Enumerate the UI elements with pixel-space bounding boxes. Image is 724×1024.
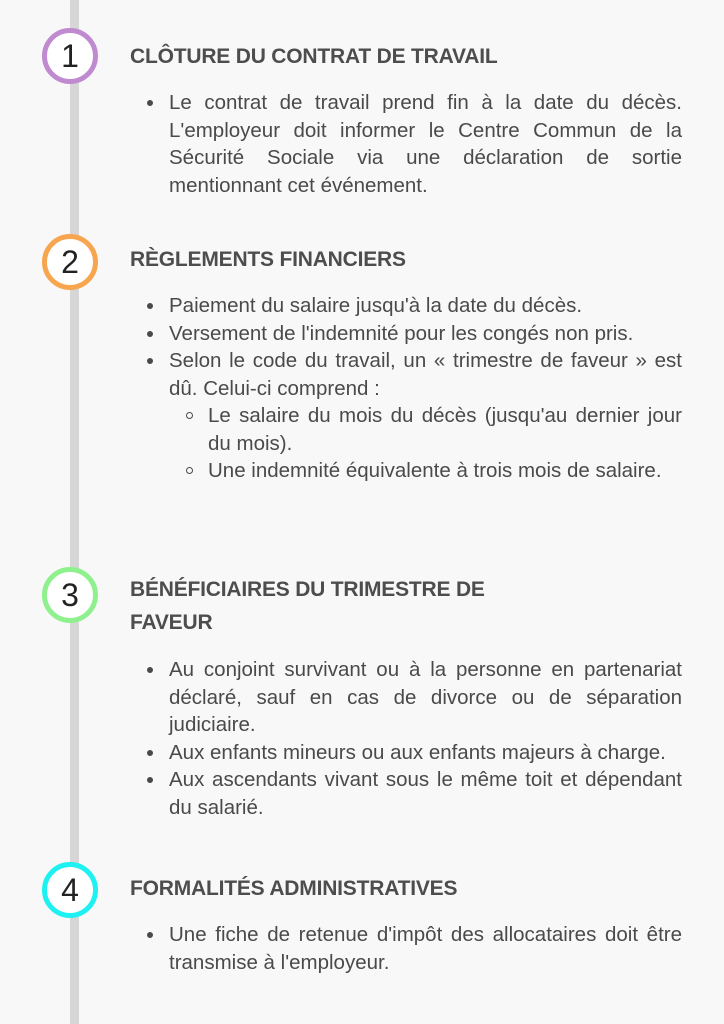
section-2-title: RÈGLEMENTS FINANCIERS — [130, 248, 406, 271]
step-2-number: 2 — [61, 243, 79, 280]
list-item: Versement de l'indemnité pour les congés non pris. — [130, 320, 682, 348]
section-3-title-line-1: BÉNÉFICIAIRES DU TRIMESTRE DE — [130, 578, 485, 601]
step-1-number: 1 — [61, 37, 79, 74]
list-item: Aux enfants mineurs ou aux enfants majeurs à charge. — [130, 739, 682, 767]
step-3-number: 3 — [61, 576, 79, 613]
section-1-bullets — [130, 89, 682, 199]
section-1-title: CLÔTURE DU CONTRAT DE TRAVAIL — [130, 45, 498, 68]
section-3-bullets — [130, 656, 682, 821]
step-1-badge — [42, 28, 98, 84]
step-4-number: 4 — [61, 871, 79, 908]
section-contract-closure — [130, 40, 682, 199]
sub-list-item: Une indemnité équivalente à trois mois de salaire. — [169, 457, 682, 485]
list-item: Au conjoint survivant ou à la personne en partenariat déclaré, sauf en cas de divorce ou de séparation judiciaire. — [130, 656, 682, 739]
section-4-bullets — [130, 921, 682, 976]
section-2-sub-bullets — [169, 402, 682, 485]
list-item: Le contrat de travail prend fin à la date du décès. L'employeur doit informer le Centre Commun de la Sécurité Sociale via une déclaration de sortie mentionnant cet événement. — [130, 89, 682, 199]
section-3-title-line-2: FAVEUR — [130, 611, 213, 634]
step-4-badge — [42, 862, 98, 918]
section-4-title: FORMALITÉS ADMINISTRATIVES — [130, 877, 458, 900]
list-item: Une fiche de retenue d'impôt des allocataires doit être transmise à l'employeur. — [130, 921, 682, 976]
section-3-title — [130, 573, 682, 639]
section-beneficiaries — [130, 573, 682, 821]
sub-list-item: Le salaire du mois du décès (jusqu'au dernier jour du mois). — [169, 402, 682, 457]
list-item — [130, 347, 682, 485]
section-2-bullets — [130, 292, 682, 485]
list-item: Paiement du salaire jusqu'à la date du décès. — [130, 292, 682, 320]
list-item-text: Selon le code du travail, un « trimestre de faveur » est dû. Celui-ci comprend : — [169, 349, 682, 400]
section-administrative-formalities — [130, 872, 682, 976]
step-3-badge — [42, 567, 98, 623]
list-item: Aux ascendants vivant sous le même toit et dépendant du salarié. — [130, 766, 682, 821]
step-2-badge — [42, 234, 98, 290]
section-financial-settlements — [130, 243, 682, 485]
